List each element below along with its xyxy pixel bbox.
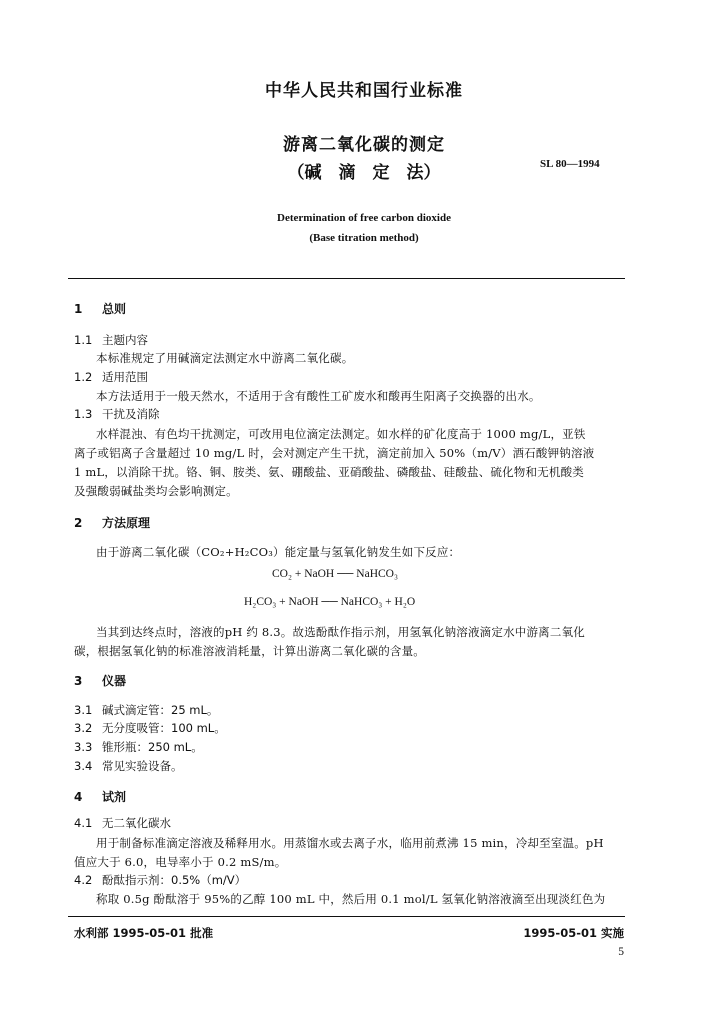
section-1-3-line: 水样混浊、有色均干扰测定，可改用电位滴定法测定。如水样的矿化度高于 1000 mg/L，亚铁: [96, 427, 586, 441]
section-1-heading: 1 总则: [74, 302, 127, 316]
section-1-2-body: 本方法适用于一般天然水，不适用于含有酸性工矿废水和酸再生阳离子交换器的出水。: [96, 389, 541, 403]
section-4-heading: 4 试剂: [74, 790, 127, 804]
section-4-2-line: 称取 0.5g 酚酞溶于 95%的乙醇 100 mL 中，然后用 0.1 mol/L 氢氧化钠溶液滴至出现淡红色为: [96, 892, 606, 906]
page-number: 5: [618, 946, 624, 958]
effective-date: 1995-05-01 实施: [523, 926, 624, 940]
section-2-line: 当其到达终点时，溶液的pH 约 8.3。故选酚酞作指示剂，用氢氧化钠溶液滴定水中游离二氧化: [96, 625, 585, 639]
standard-code: SL 80—1994: [540, 158, 600, 170]
section-2-intro: 由于游离二氧化碳（CO₂+H₂CO₃）能定量与氢氧化钠发生如下反应：: [96, 545, 461, 559]
section-1-3-line: 及强酸弱碱盐类均会影响测定。: [74, 484, 238, 498]
section-1-1-heading: 1.1 主题内容: [74, 333, 148, 347]
doc-title: 游离二氧化碳的测定: [283, 135, 445, 155]
section-4-2-heading: 4.2 酚酞指示剂：0.5%（m/V）: [74, 873, 247, 887]
section-2-heading: 2 方法原理: [74, 516, 151, 530]
list-item: 3.3 锥形瓶：250 mL。: [74, 740, 203, 754]
section-1-3-line: 离子或铝离子含量超过 10 mg/L 时，会对测定产生干扰，滴定前加入 50%（m/V）酒石酸钾钠溶液: [74, 446, 595, 460]
org-title: 中华人民共和国行业标准: [265, 81, 463, 101]
list-item: 3.2 无分度吸管：100 mL。: [74, 721, 226, 735]
footer-rule: [68, 916, 625, 917]
section-1-3-line: 1 mL，以消除干扰。铬、铜、胺类、氨、硼酸盐、亚硝酸盐、磷酸盐、硅酸盐、硫化物和无机酸类: [74, 465, 585, 479]
section-4-1-line: 值应大于 6.0，电导率小于 0.2 mS/m。: [74, 855, 287, 869]
approval-date: 水利部 1995-05-01 批准: [74, 926, 214, 940]
section-1-3-heading: 1.3 干扰及消除: [74, 407, 160, 421]
section-4-1-line: 用于制备标准滴定溶液及稀释用水。用蒸馏水或去离子水，临用前煮沸 15 min，冷却至室温。pH: [96, 836, 604, 850]
section-1-1-body: 本标准规定了用碱滴定法测定水中游离二氧化碳。: [96, 351, 354, 365]
reaction-equation-1: CO₂ + NaOH ── NaHCO₃: [272, 568, 398, 580]
section-4-1-heading: 4.1 无二氧化碳水: [74, 816, 171, 830]
english-title: Determination of free carbon dioxide: [277, 212, 451, 224]
reaction-equation-2: H₂CO₃ + NaOH ── NaHCO₃ + H₂O: [244, 596, 416, 608]
doc-subtitle: （碱 滴 定 法）: [287, 163, 441, 183]
section-2-line: 碳，根据氢氧化钠的标准溶液消耗量，计算出游离二氧化碳的含量。: [74, 644, 425, 658]
section-3-heading: 3 仪器: [74, 674, 127, 688]
section-1-2-heading: 1.2 适用范围: [74, 370, 148, 384]
list-item: 3.4 常见实验设备。: [74, 759, 183, 773]
english-subtitle: (Base titration method): [309, 232, 419, 244]
header-rule: [68, 278, 625, 279]
list-item: 3.1 碱式滴定管：25 mL。: [74, 703, 219, 717]
